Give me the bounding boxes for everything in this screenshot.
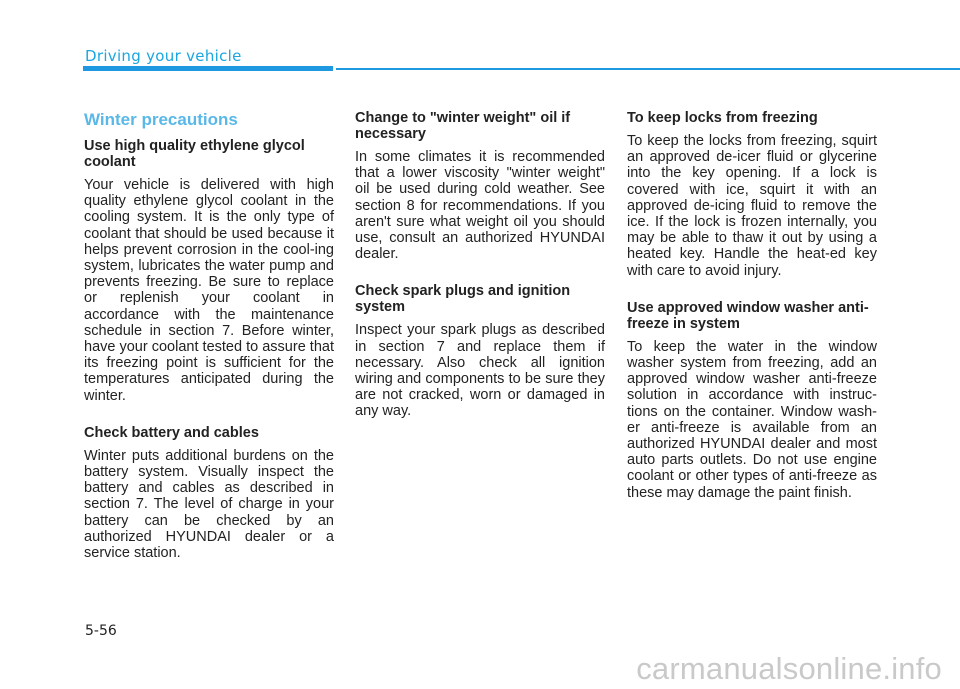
paragraph-locks: To keep the locks from freezing, squirt an approved de-icer fluid or glycerine into the key opening. If a lock is covered with ice, squirt it with an approved de-icing fluid to remove the ice. If the lock is frozen internally, you may be able to thaw it out by using a heated key. Handle the heat-ed key with care to avoid injury.	[627, 133, 877, 279]
paragraph-washer: To keep the water in the window washer system from freezing, add an approved window washer anti-freeze solution in accordance with instruc-tions on the container. Window wash-er anti-freeze is available from an authorized HYUNDAI dealer and most auto parts outlets. Do not use engine coolant or other types of anti-freeze as these may damage the paint finish.	[627, 338, 877, 501]
paragraph-winter-oil: In some climates it is recommended that a lower viscosity "winter weight" oil be used during cold weather. See section 8 for recommendations. If you aren't sure what weight oil you should use, consult an authorized HYUNDAI dealer.	[355, 149, 605, 263]
column-1	[84, 110, 334, 582]
paragraph-coolant: Your vehicle is delivered with high quality ethylene glycol coolant in the cooling system. It is the only type of coolant that should be used because it helps prevent corrosion in the cool-ing system, lubricates the water pump and prevents freezing. Be sure to replace or replenish your coolant in accordance with the maintenance schedule in section 7. Before winter, have your coolant tested to assure that its freezing point is sufficient for the temperatures anticipated during the winter.	[84, 177, 334, 404]
subhead-coolant: Use high quality ethylene glycol coolant	[84, 138, 305, 170]
subhead-battery: Check battery and cables	[84, 424, 259, 441]
header-rule-thin	[336, 68, 960, 70]
paragraph-battery: Winter puts additional burdens on the battery system. Visually inspect the battery and cables as described in section 7. The level of charge in your battery can be checked by an authorized HYUNDAI dealer or a service station.	[84, 447, 334, 562]
subhead-washer: Use approved window washer anti-freeze in system	[627, 299, 869, 332]
subhead-winter-oil: Change to "winter weight" oil if necessary	[355, 110, 571, 142]
subhead-locks: To keep locks from freezing	[627, 110, 818, 126]
section-title: Driving your vehicle	[85, 47, 242, 65]
page-number: 5-56	[85, 623, 117, 639]
subhead-spark-plugs: Check spark plugs and ignition system	[355, 283, 571, 316]
header-rule-thick	[83, 66, 333, 71]
column-2	[355, 110, 605, 441]
watermark-text: carmanualsonline.info	[636, 651, 942, 686]
column-3	[627, 110, 877, 522]
page-heading: Winter precautions	[84, 110, 238, 129]
paragraph-spark-plugs: Inspect your spark plugs as described in section 7 and replace them if necessary. Also check all ignition wiring and components to be sure they are not cracked, worn or damaged in any way.	[355, 322, 605, 420]
